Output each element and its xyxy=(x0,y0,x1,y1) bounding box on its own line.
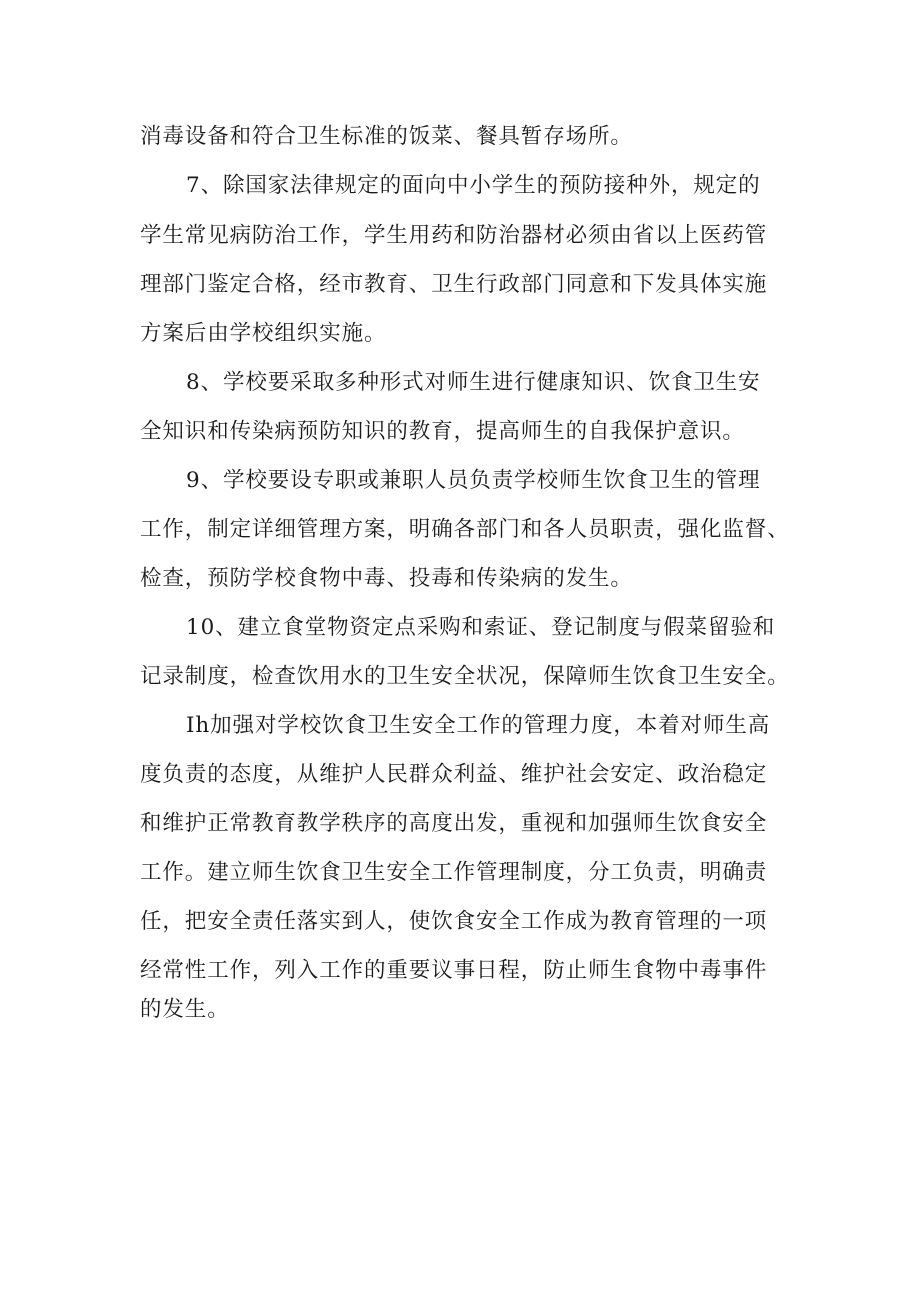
text-line: 记录制度，检查饮用水的卫生安全状况，保障师生饮食卫生安全。 xyxy=(140,664,790,689)
text-line: 经常性工作，列入工作的重要议事日程，防止师生食物中毒事件 xyxy=(140,958,768,983)
text-line: 理部门鉴定合格，经市教育、卫生行政部门同意和下发具体实施 xyxy=(140,272,768,297)
text-line: 和维护正常教育教学秩序的高度出发，重视和加强师生饮食安全 xyxy=(140,811,768,836)
text-line: 全知识和传染病预防知识的教育，提高师生的自我保护意识。 xyxy=(140,419,745,444)
text-line: 方案后由学校组织实施。 xyxy=(140,321,387,346)
text-line: 学生常见病防治工作，学生用药和防治器材必须由省以上医药管 xyxy=(140,223,768,248)
paragraph-10-first-line: 10、建立食堂物资定点采购和索证、登记制度与假菜留验和 xyxy=(186,615,776,640)
paragraph-9-first-line: 9、学校要设专职或兼职人员负责学校师生饮食卫生的管理 xyxy=(186,468,761,493)
text-line: 工作。建立师生饮食卫生安全工作管理制度，分工负责，明确责 xyxy=(140,860,768,885)
text-line: 度负责的态度，从维护人民群众利益、维护社会安定、政治稳定 xyxy=(140,762,768,787)
paragraph-11-first-line: Ih加强对学校饮食卫生安全工作的管理力度，本着对师生高 xyxy=(186,713,771,738)
paragraph-8-first-line: 8、学校要采取多种形式对师生进行健康知识、饮食卫生安 xyxy=(186,370,761,395)
text-line: 工作，制定详细管理方案，明确各部门和各人员职责，强化监督、 xyxy=(140,517,790,542)
text-line: 检查，预防学校食物中毒、投毒和传染病的发生。 xyxy=(140,566,633,591)
text-line: 任，把安全责任落实到人，使饮食安全工作成为教育管理的一项 xyxy=(140,909,768,934)
text-line: 的发生。 xyxy=(140,997,230,1022)
text-line: 消毒设备和符合卫生标准的饭菜、餐具暂存场所。 xyxy=(140,124,633,149)
paragraph-7-first-line: 7、除国家法律规定的面向中小学生的预防接种外，规定的 xyxy=(186,173,761,198)
